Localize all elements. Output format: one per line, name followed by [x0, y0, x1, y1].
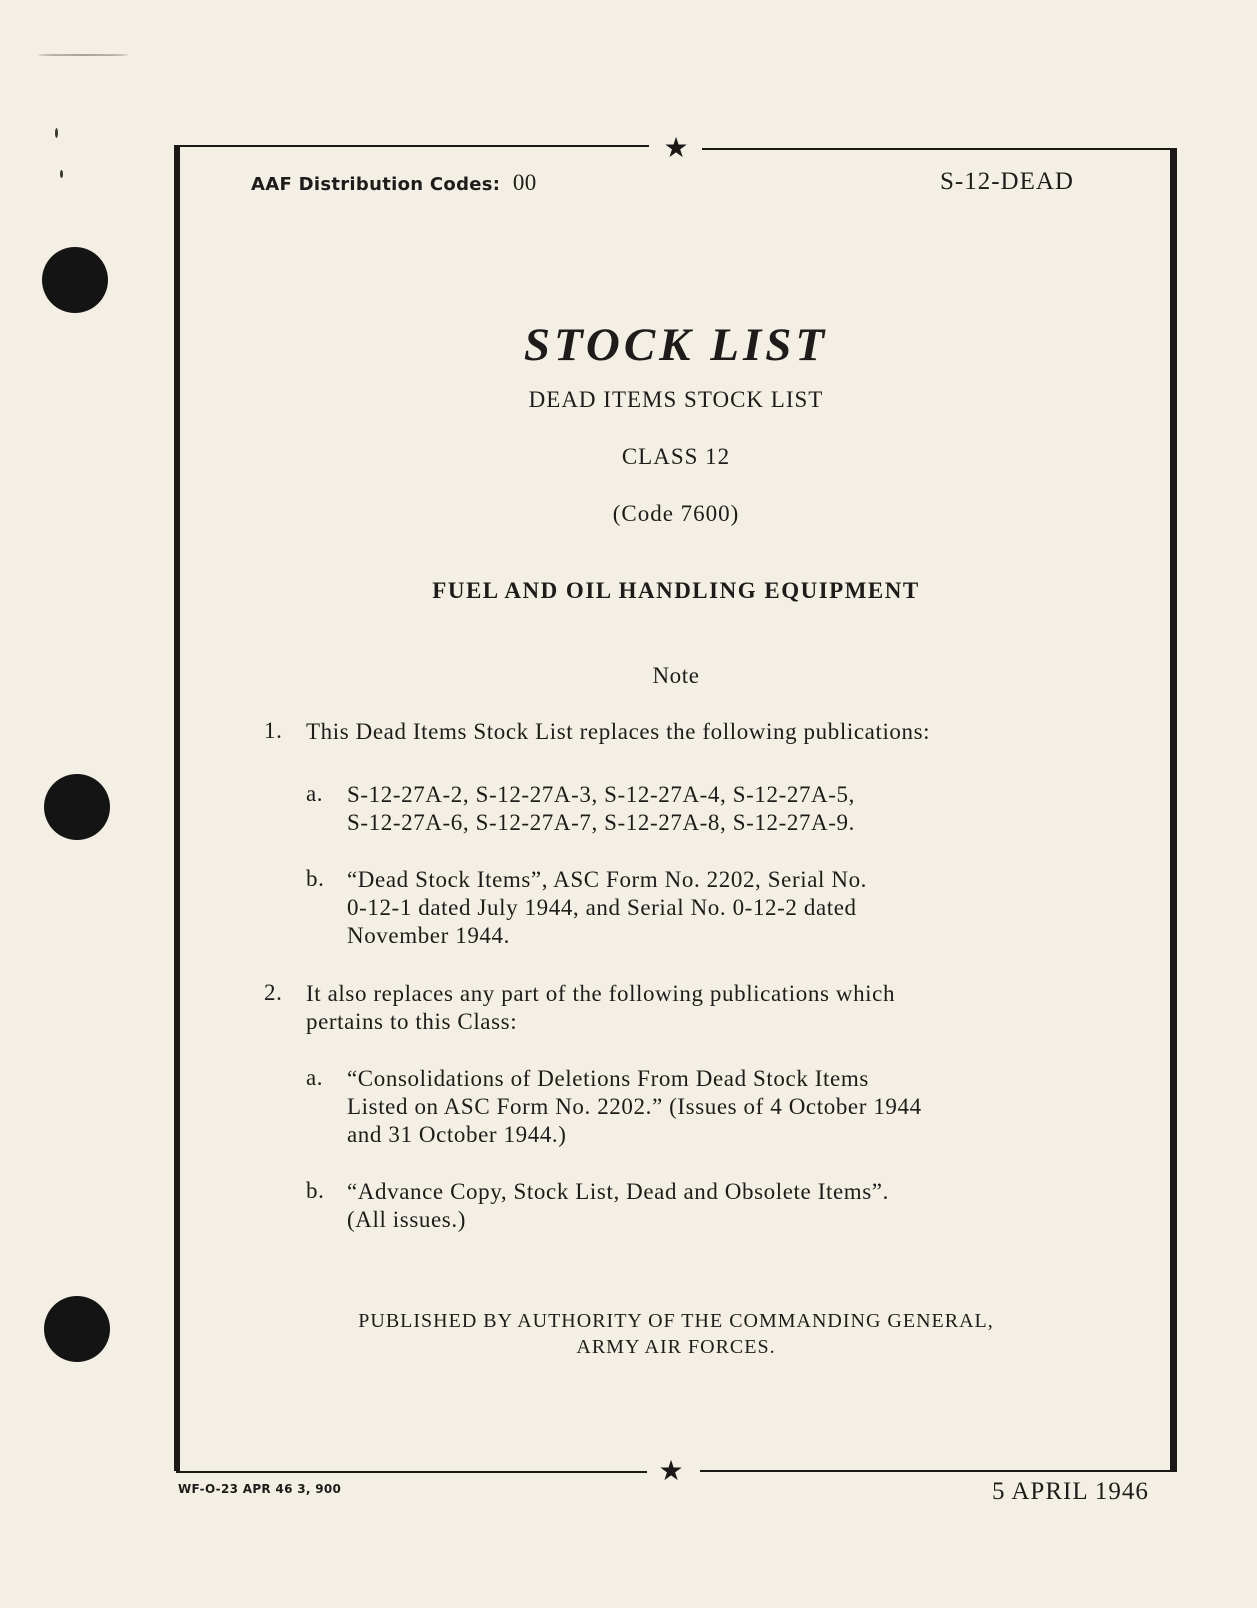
page-title: STOCK LIST [523, 319, 829, 371]
frame-top-right [702, 148, 1176, 150]
item-2a-text [347, 1065, 922, 1149]
item-2a-line: “Consolidations of Deletions From Dead Stock Items [347, 1066, 869, 1091]
item-2a-label: a. [306, 1065, 324, 1090]
publication-date: 5 APRIL 1946 [992, 1478, 1149, 1505]
subtitle-dead-items: DEAD ITEMS STOCK LIST [528, 387, 824, 412]
item-1a-line: S-12-27A-6, S-12-27A-7, S-12-27A-8, S-12-27A-9. [347, 810, 855, 835]
item-2b-line: (All issues.) [347, 1207, 466, 1232]
frame-top-left [176, 145, 649, 147]
scan-speck [38, 54, 128, 56]
item-2-line: It also replaces any part of the following publications which [306, 981, 896, 1006]
distribution-code-value: 00 [512, 170, 537, 195]
subtitle-class: CLASS 12 [621, 444, 731, 469]
note-heading: Note [652, 663, 700, 688]
distribution-codes-label: AAF Distribution Codes: [251, 174, 501, 195]
print-code: WF-O-23 APR 46 3, 900 [178, 1482, 342, 1496]
item-2b-label: b. [306, 1178, 325, 1203]
frame-bottom-left [176, 1471, 647, 1473]
star-icon: ★ [663, 131, 689, 164]
item-1a-text [347, 781, 855, 837]
scan-speck [60, 170, 63, 178]
item-1b-line: “Dead Stock Items”, ASC Form No. 2202, Serial No. [347, 867, 868, 892]
authority-line-1: PUBLISHED BY AUTHORITY OF THE COMMANDING GENERAL, [358, 1310, 994, 1332]
item-2a-line: and 31 October 1944.) [347, 1122, 567, 1147]
binder-hole-bottom [44, 1296, 110, 1362]
distribution-codes [251, 170, 537, 196]
scan-speck [55, 128, 58, 138]
item-1-text: This Dead Items Stock List replaces the following publications: [306, 719, 931, 744]
item-2a-line: Listed on ASC Form No. 2202.” (Issues of 4 October 1944 [347, 1094, 922, 1119]
authority-line-2: ARMY AIR FORCES. [576, 1336, 776, 1358]
item-2b-line: “Advance Copy, Stock List, Dead and Obsolete Items”. [347, 1179, 889, 1204]
item-1b-label: b. [306, 866, 325, 891]
star-icon: ★ [658, 1454, 684, 1487]
item-1b-line: November 1944. [347, 923, 510, 948]
item-1-number: 1. [264, 718, 283, 743]
item-1a-label: a. [306, 781, 324, 806]
item-1b-text [347, 866, 867, 950]
binder-hole-top [42, 247, 108, 313]
subtitle-code: (Code 7600) [612, 501, 740, 526]
item-1a-line: S-12-27A-2, S-12-27A-3, S-12-27A-4, S-12-27A-5, [347, 782, 855, 807]
frame-bottom-right [700, 1470, 1176, 1472]
item-2-line: pertains to this Class: [306, 1009, 518, 1034]
item-2-number: 2. [264, 980, 283, 1005]
item-1b-line: 0-12-1 dated July 1944, and Serial No. 0-12-2 dated [347, 895, 857, 920]
document-number: S-12-DEAD [940, 168, 1074, 195]
item-2-text [306, 980, 895, 1036]
subject-heading: FUEL AND OIL HANDLING EQUIPMENT [432, 578, 920, 603]
binder-hole-middle [44, 774, 110, 840]
item-2b-text [347, 1178, 889, 1234]
